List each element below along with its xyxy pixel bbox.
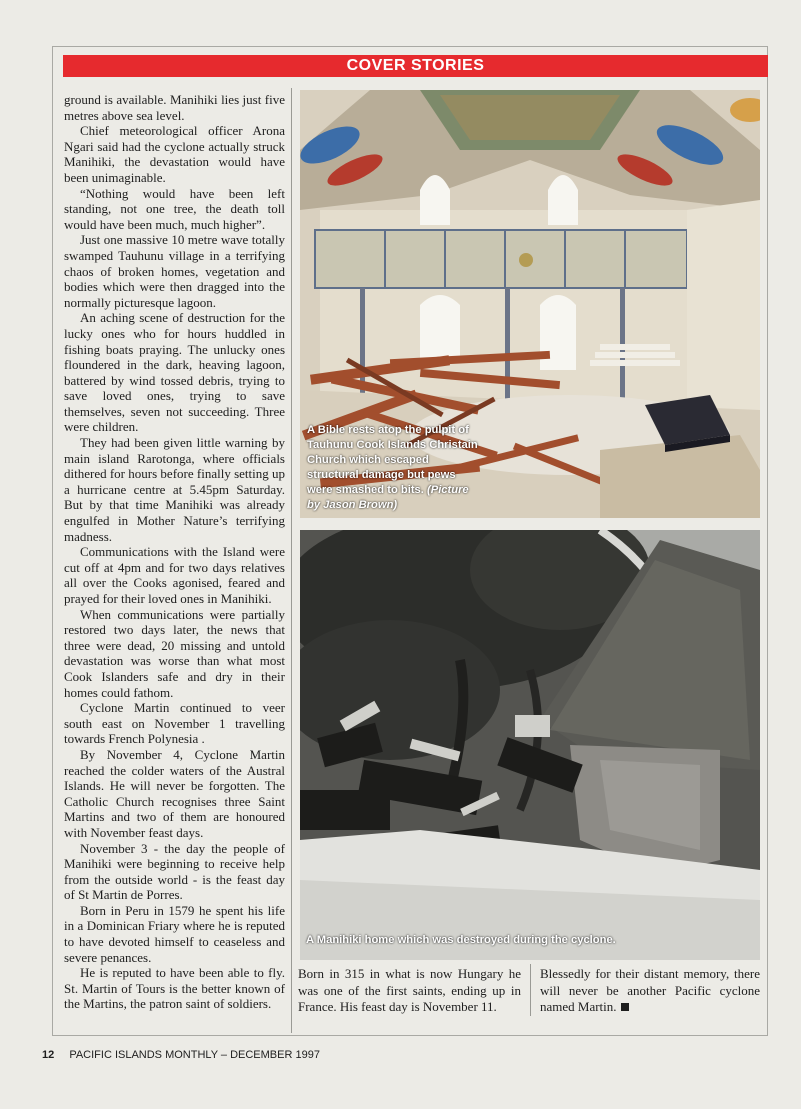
photo2-caption: A Manihiki home which was destroyed during the cyclone. [306,934,616,946]
column-divider [530,964,531,1016]
photo1-credit: (Picture by Jason Brown) [307,484,469,511]
article-bottom-column-1: Born in 315 in what is now Hungary he was one of the first saints, ending up in France. His feast day is November 11. [298,966,521,1014]
page-footer [42,1049,320,1061]
article-left-column [64,92,285,1012]
paragraph: When communications were partially restored two days later, the news that three were dead, 20 missing and untold devastation was worse than what most Cook Islanders safe and dry in their homes could fathom. [64,606,285,700]
page-number: 12 [42,1049,55,1061]
destroyed-home-photo [300,530,760,960]
closing-paragraph: Blessedly for their distant memory, there will never be another Pacific cyclone named Martin. [540,966,760,1014]
paragraph: Communications with the Island were cut off at 4pm and for two days relatives all over the Cooks agonised, feared and prayed for their loved ones in Manihiki. [64,544,285,606]
end-of-article-mark [621,1003,629,1011]
section-banner: COVER STORIES [63,55,768,77]
paragraph: Cyclone Martin continued to veer south east on November 1 travelling towards French Polynesia . [64,700,285,747]
paragraph: ground is available. Manihiki lies just five metres above sea level. [64,92,285,123]
publication-name: PACIFIC ISLANDS MONTHLY – DECEMBER 1997 [69,1049,320,1061]
photo1-caption-text: A Bible rests atop the pulpit of Tauhunu Cook Islands Christain Church which escaped structural damage but pews were smashed to bits. [307,424,478,496]
paragraph: He is reputed to have been able to fly. St. Martin of Tours is the better known of the Martins, the patron saint of soldiers. [64,965,285,1012]
paragraph: By November 4, Cyclone Martin reached the colder waters of the Austral Islands. He will never be forgotten. The Catholic Church recognises three Saint Martins and two of them are honoured with November feast days. [64,746,285,840]
article-bottom-column-2 [540,966,760,1016]
column-divider [291,88,292,1033]
paragraph: Just one massive 10 metre wave totally swamped Tauhunu village in a terrifying chaos of broken homes, vegetation and bodies which were then dragged into the normally picturesque lagoon. [64,232,285,310]
paragraph: Chief meteorological officer Arona Ngari said had the cyclone actually struck Manihiki, the devastation would have been unimaginable. [64,123,285,185]
paragraph: Born in Peru in 1579 he spent his life in a Dominican Friary where he is reputed to have devoted himself to ceaseless and severe penances. [64,902,285,965]
photo1-caption [307,423,482,513]
paragraph: An aching scene of destruction for the lucky ones who for hours huddled in fishing boats praying. The unlucky ones floundered in the dark, heaving lagoon, battered by wind tossed debris, trying to save loved ones, trying to save themselves, seven not succeeding. Three were children. [64,310,285,435]
paragraph: They had been given little warning by main island Rarotonga, where officials dithered for hours before finally setting up a hurricane centre at 5.45pm Saturday. But by that time Manihiki was already engulfed in Mother Nature’s terrifying madness. [64,435,285,544]
paragraph: November 3 - the day the people of Manihiki were beginning to receive help from the outside world - is the feast day of St Martin de Porres. [64,840,285,903]
paragraph: “Nothing would have been left standing, not one tree, the death toll would have been much, much higher”. [64,185,285,232]
